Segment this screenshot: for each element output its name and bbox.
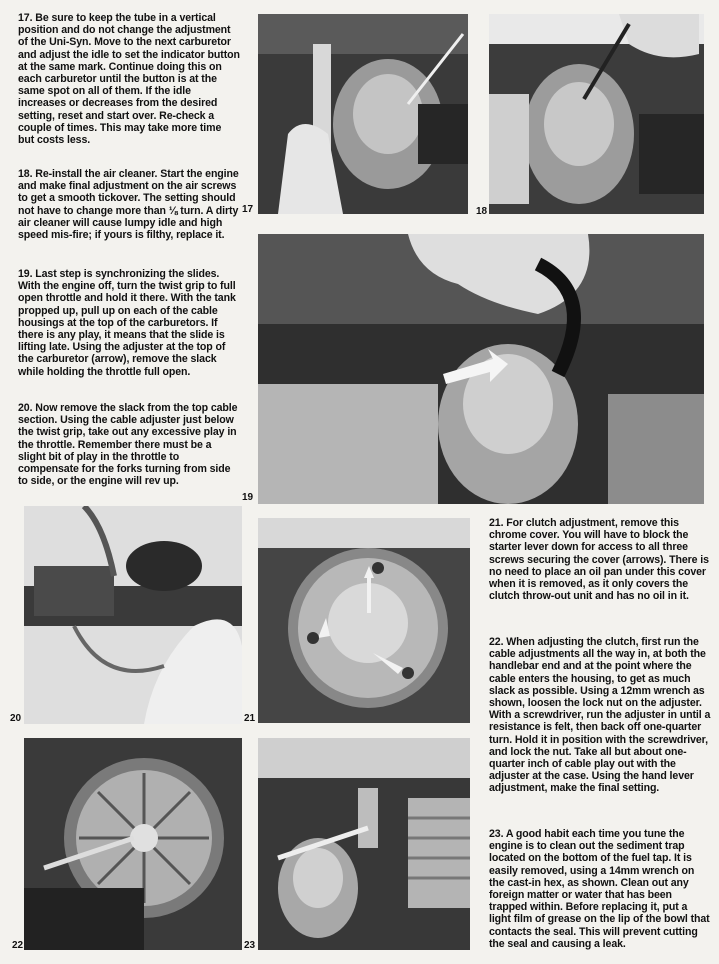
figure-number-22: 22 [12, 940, 24, 951]
photo-22 [24, 738, 242, 950]
step-17-text: 17. Be sure to keep the tube in a vertical position and do not change the adjustment of the Uni-Syn. Move to the next carburetor and adjust the idle to set the indicator button at the same mark. Continue doing this on each carburetor until the button is at the same spot on all of them. If the idle increases or decreases from the desired setting, reset and start over. Re-check a couple of times. This may take more time but costs less. [18, 12, 240, 147]
photo-21 [258, 518, 470, 723]
step-19-text: 19. Last step is synchronizing the slides. With the engine off, turn the twist grip to full open throttle and hold it there. With the tank propped up, pull up on each of the cable housings at the top of the carburetors. If there is any play, it means that the slide is lifting late. Using the adjuster at the top of the carburetor (arrow), remove the slack while holding the throttle full open. [18, 268, 236, 378]
step-23-text: 23. A good habit each time you tune the engine is to clean out the sediment trap located on the bottom of the fuel tap. It is easily removed, using a 14mm wrench on the cast-in hex, as shown. Clean out any foreign matter or water that has been trapped within. Before replacing it, put a light film of grease on the lip of the bowl that contacts the seal. This will prevent cutting the seal and causing a leak. [489, 828, 710, 950]
step-20-text: 20. Now remove the slack from the top cable section. Using the cable adjuster just below the twist grip, take out any excessive play in the throttle. Remember there must be a slight bit of play in the throttle to compensate for the forks turning from side to side, or the engine will rev up. [18, 402, 238, 488]
photo-17 [258, 14, 468, 214]
photo-23 [258, 738, 470, 950]
step-18-text: 18. Re-install the air cleaner. Start the engine and make final adjustment on the air screws to get a smooth tickover. The setting should not have to change more than ⅛ turn. A dirty air cleaner will cause lumpy idle and high speed mis-fire; if yours is filthy, replace it. [18, 168, 239, 242]
photo-18 [489, 14, 704, 214]
step-21-text: 21. For clutch adjustment, remove this chrome cover. You will have to block the starter lever down for access to all three screws securing the cover (arrows). There is no need to place an oil pan under this cover when it is removed, as it only covers the clutch throw-out unit and has no oil in it. [489, 517, 709, 603]
figure-number-21: 21 [244, 713, 256, 724]
figure-number-17: 17 [242, 204, 254, 215]
photo-19 [258, 234, 704, 504]
photo-20 [24, 506, 242, 724]
figure-number-19: 19 [242, 492, 254, 503]
figure-number-18: 18 [476, 206, 488, 217]
figure-number-20: 20 [10, 713, 22, 724]
figure-number-23: 23 [244, 940, 256, 951]
step-22-text: 22. When adjusting the clutch, first run the cable adjustments all the way in, at both the handlebar end and at the point where the cable enters the housing, to get as much slack as possible. Using a 12mm wrench as shown, loosen the lock nut on the adjuster. With a screwdriver, run the adjuster in until a resistance is felt, then back off one-quarter turn. Hold it in position with the screwdriver, and lock the nut. Take all but about one-quarter inch of cable play out with the adjuster at the case. Using the hand lever adjustment, make the final setting. [489, 636, 711, 795]
